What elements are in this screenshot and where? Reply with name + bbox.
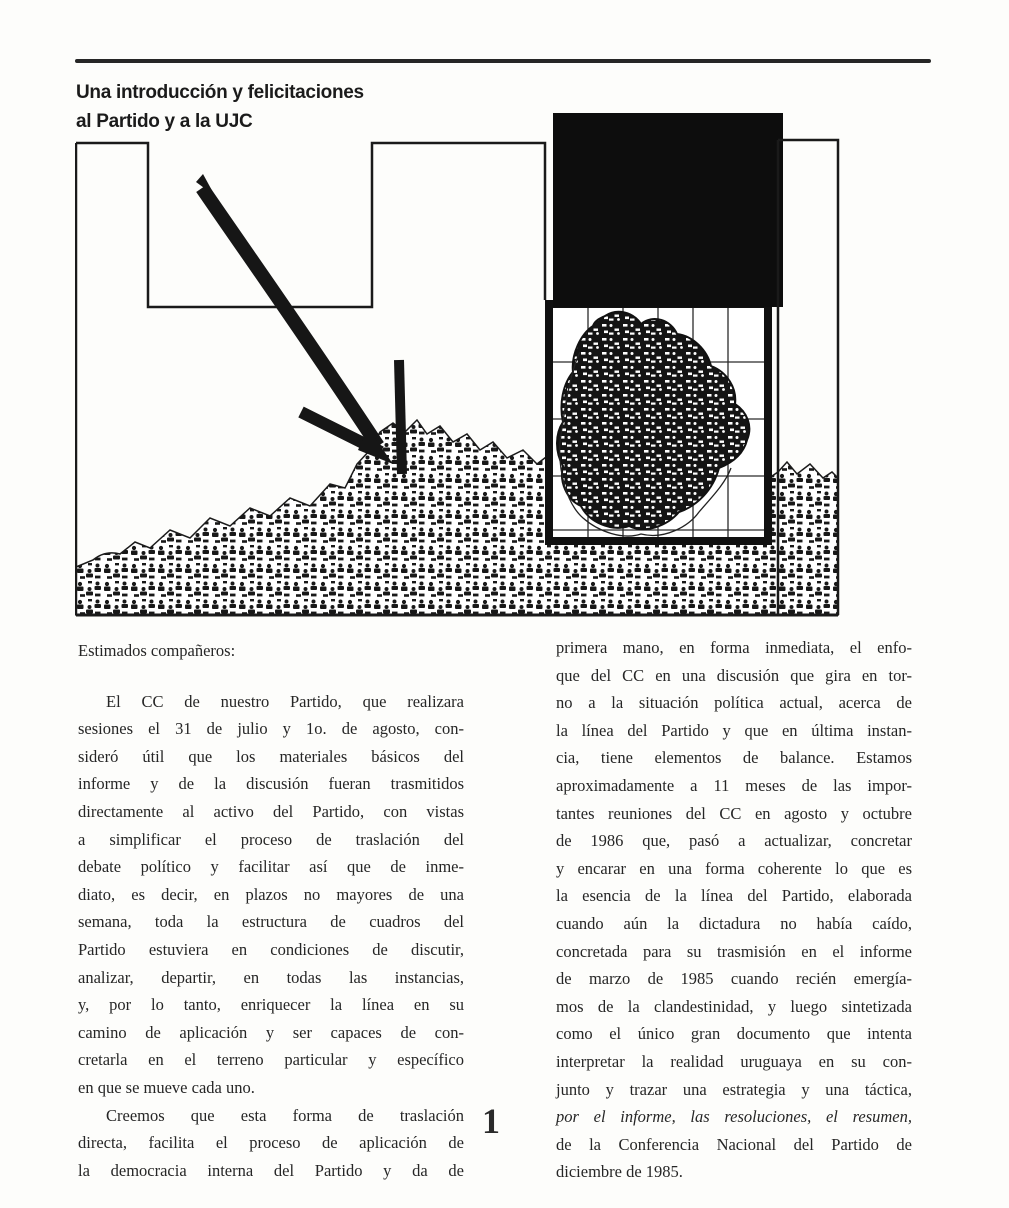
text-line: analizar, departir, en todas las instancias, xyxy=(78,967,464,987)
text-line: sesiones el 31 de julio y 1o. de agosto, con- xyxy=(78,719,464,739)
text-line: cretarla en el terreno particular y específico xyxy=(78,1050,464,1070)
text-line: mos de la clandestinidad, y luego sintetizada xyxy=(556,996,912,1016)
text-line: la esencia de la línea del Partido, elaborada xyxy=(556,886,912,906)
page-title-line-1: Una introducción y felicitaciones xyxy=(76,82,364,103)
text-line: de marzo de 1985 cuando recién emergía- xyxy=(556,969,912,989)
text-line: y encarar en una forma coherente lo que es xyxy=(556,858,912,878)
text-line: debate político y facilitar así que de inme- xyxy=(78,857,464,877)
text-line: cia, tiene elementos de balance. Estamos xyxy=(556,748,912,768)
crowd-illustration xyxy=(75,112,840,617)
text-line: directa, facilita el proceso de aplicación de xyxy=(78,1133,464,1153)
text-line: cuando aún la dictadura no había caído, xyxy=(556,913,912,933)
text-line: directamente al activo del Partido, con vistas xyxy=(78,801,464,821)
text-line: tantes reuniones del CC en agosto y octubre xyxy=(556,803,912,823)
text-line: por el informe, las resoluciones, el resumen, xyxy=(556,1107,912,1127)
text-line: de 1986 que, pasó a actualizar, concretar xyxy=(556,831,912,851)
left-column-paragraphs xyxy=(78,688,464,1185)
text-line: a simplificar el proceso de traslación del xyxy=(78,829,464,849)
text-line: la democracia interna del Partido y da de xyxy=(78,1160,464,1180)
text-line: semana, toda la estructura de cuadros del xyxy=(78,912,464,932)
salutation: Estimados compañeros: xyxy=(78,641,236,660)
text-line: diato, es decir, en plazos no mayores de una xyxy=(78,884,464,904)
top-rule xyxy=(75,59,931,63)
text-line: diciembre de 1985. xyxy=(556,1162,683,1182)
text-line: en que se mueve cada uno. xyxy=(78,1077,255,1097)
left-text-column xyxy=(78,637,464,1184)
text-line: primera mano, en forma inmediata, el enfo- xyxy=(556,638,912,657)
text-line: Creemos que esta forma de traslación xyxy=(106,1105,464,1125)
uruguay-map-panel xyxy=(545,300,772,545)
paragraph xyxy=(78,1102,464,1185)
text-line: camino de aplicación y ser capaces de con- xyxy=(78,1022,464,1042)
paragraph xyxy=(78,688,464,1102)
text-line: sideró útil que los materiales básicos del xyxy=(78,746,464,766)
page-title-line-2: al Partido y a la UJC xyxy=(76,111,253,132)
text-line: interpretar la realidad uruguaya en su con- xyxy=(556,1051,912,1071)
text-line: y, por lo tanto, enriquecer la línea en su xyxy=(78,995,464,1015)
black-banner xyxy=(553,113,783,307)
text-line: informe y de la discusión fueran trasmitidos xyxy=(78,774,464,794)
text-line: como el único gran documento que intenta xyxy=(556,1024,912,1044)
text-line: junto y trazar una estrategia y una táctica, xyxy=(556,1079,912,1099)
right-text-column xyxy=(556,634,912,1186)
text-line: aproximadamente a 11 meses de las impor- xyxy=(556,775,912,795)
text-line: que del CC en una discusión que gira en tor- xyxy=(556,665,912,685)
crowd-illustration-svg xyxy=(75,112,840,617)
text-line: Partido estuviera en condiciones de discutir, xyxy=(78,939,464,959)
text-line: El CC de nuestro Partido, que realizara xyxy=(106,691,464,711)
text-line: no a la situación política actual, acerca de xyxy=(556,693,912,713)
text-line: la línea del Partido y que en última instan- xyxy=(556,720,912,740)
text-line: de la Conferencia Nacional del Partido de xyxy=(556,1134,912,1154)
right-column-paragraphs xyxy=(556,634,912,1186)
text-line: concretada para su trasmisión en el informe xyxy=(556,941,912,961)
page-number: 1 xyxy=(482,1101,500,1141)
paragraph xyxy=(556,634,912,1186)
